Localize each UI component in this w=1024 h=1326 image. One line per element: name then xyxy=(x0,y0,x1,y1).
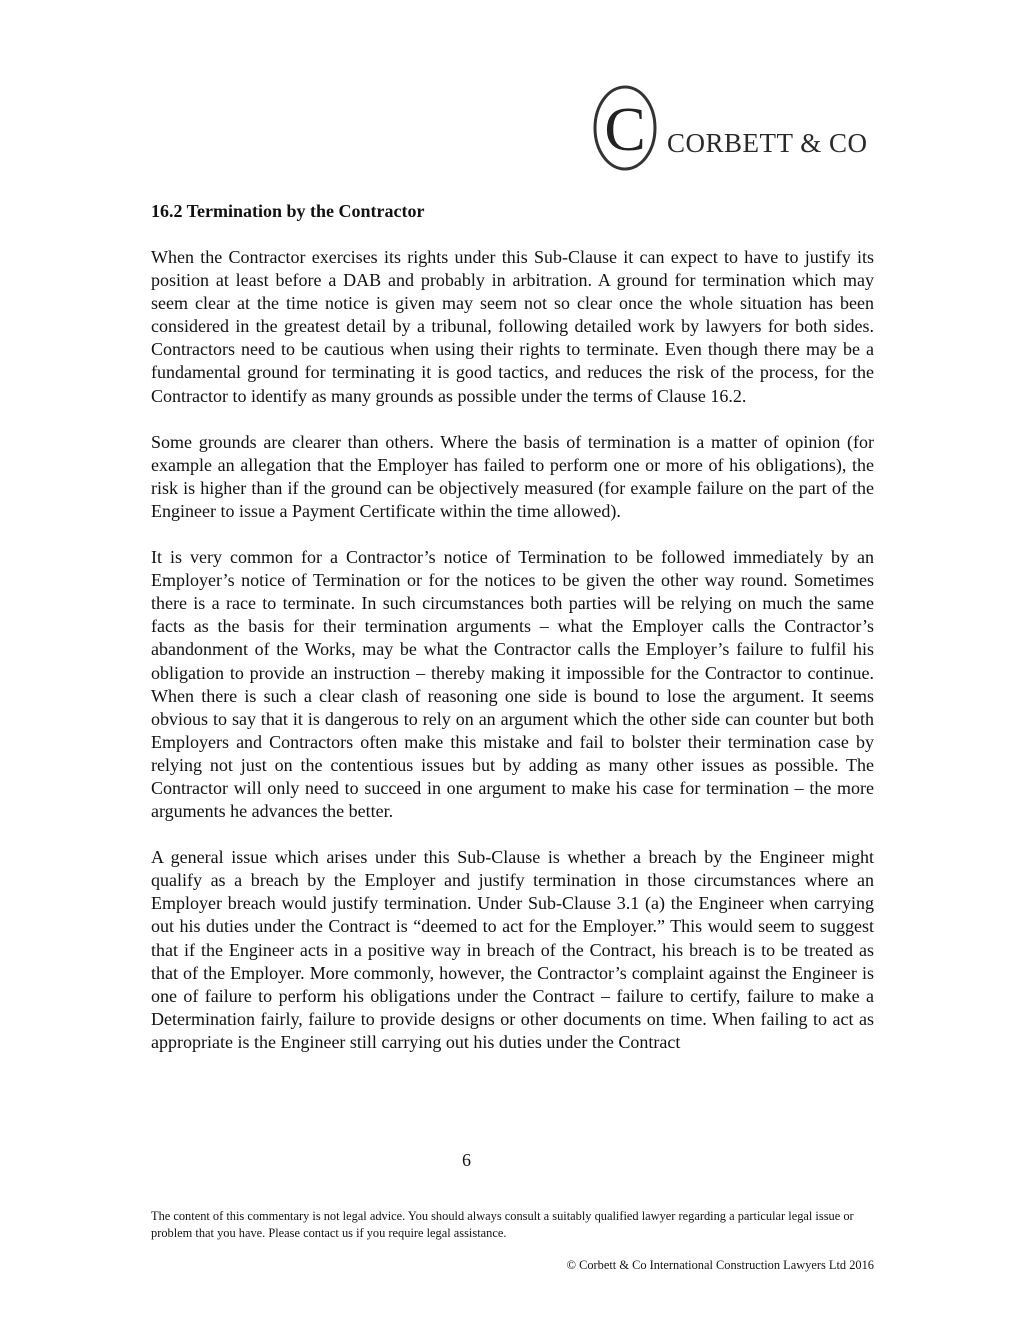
logo-wordmark: CORBETT & CO xyxy=(667,128,868,158)
legal-disclaimer: The content of this commentary is not legal advice. You should always consult a suitably qualified lawyer regarding a particular legal issue or problem that you have. Please contact us if you require legal assistance. xyxy=(151,1209,854,1240)
company-logo xyxy=(592,84,882,176)
document-body xyxy=(151,200,874,1077)
section-heading: 16.2 Termination by the Contractor xyxy=(151,201,425,221)
logo-letter: C xyxy=(604,96,646,164)
logo-c-emblem xyxy=(592,84,658,172)
paragraph-3: It is very common for a Contractor’s notice of Termination to be followed immediately by an Employer’s notice of Termination or for the notices to be given the other way round. Sometimes there is a race to terminate. In such circumstances both parties will be relying on much the same facts as the basis for their termination arguments – what the Employer calls the Contractor’s abandonment of the Works, may be what the Contractor calls the Employer’s failure to fulfil his obligation to provide an instruction – thereby making it impossible for the Contractor to continue. When there is such a clear clash of reasoning one side is bound to lose the argument. It seems obvious to say that it is dangerous to rely on an argument which the other side can counter but both Employers and Contractors often make this mistake and fail to bolster their termination case by relying not just on the contentious issues but by adding as many other issues as possible. The Contractor will only need to succeed in one argument to make his case for termination – the more arguments he advances the better. xyxy=(151,547,874,822)
paragraph-4: A general issue which arises under this Sub-Clause is whether a breach by the Engineer might qualify as a breach by the Employer and justify termination in those circumstances where an Employer breach would justify termination. Under Sub-Clause 3.1 (a) the Engineer when carrying out his duties under the Contract is “deemed to act for the Employer.” This would seem to suggest that if the Engineer acts in a positive way in breach of the Contract, his breach is to be treated as that of the Employer. More commonly, however, the Contractor’s complaint against the Engineer is one of failure to perform his obligations under the Contract – failure to certify, failure to make a Determination fairly, failure to provide designs or other documents on time. When failing to act as appropriate is the Engineer still carrying out his duties under the Contract xyxy=(151,847,874,1052)
paragraph-2: Some grounds are clearer than others. Where the basis of termination is a matter of opinion (for example an allegation that the Employer has failed to perform one or more of his obligations), the risk is higher than if the ground can be objectively measured (for example failure on the part of the Engineer to issue a Payment Certificate within the time allowed). xyxy=(151,431,874,521)
paragraph-1: When the Contractor exercises its rights under this Sub-Clause it can expect to have to justify its position at least before a DAB and probably in arbitration. A ground for termination which may seem clear at the time notice is given may seem not so clear once the whole situation has been considered in the greatest detail by a tribunal, following detailed work by lawyers for both sides. Contractors need to be cautious when using their rights to terminate. Even though there may be a fundamental ground for terminating it is good tactics, and reduces the risk of the process, for the Contractor to identify as many grounds as possible under the terms of Clause 16.2. xyxy=(151,247,874,406)
copyright-notice: © Corbett & Co International Construction Lawyers Ltd 2016 xyxy=(566,1258,874,1272)
page-number: 6 xyxy=(462,1150,471,1170)
